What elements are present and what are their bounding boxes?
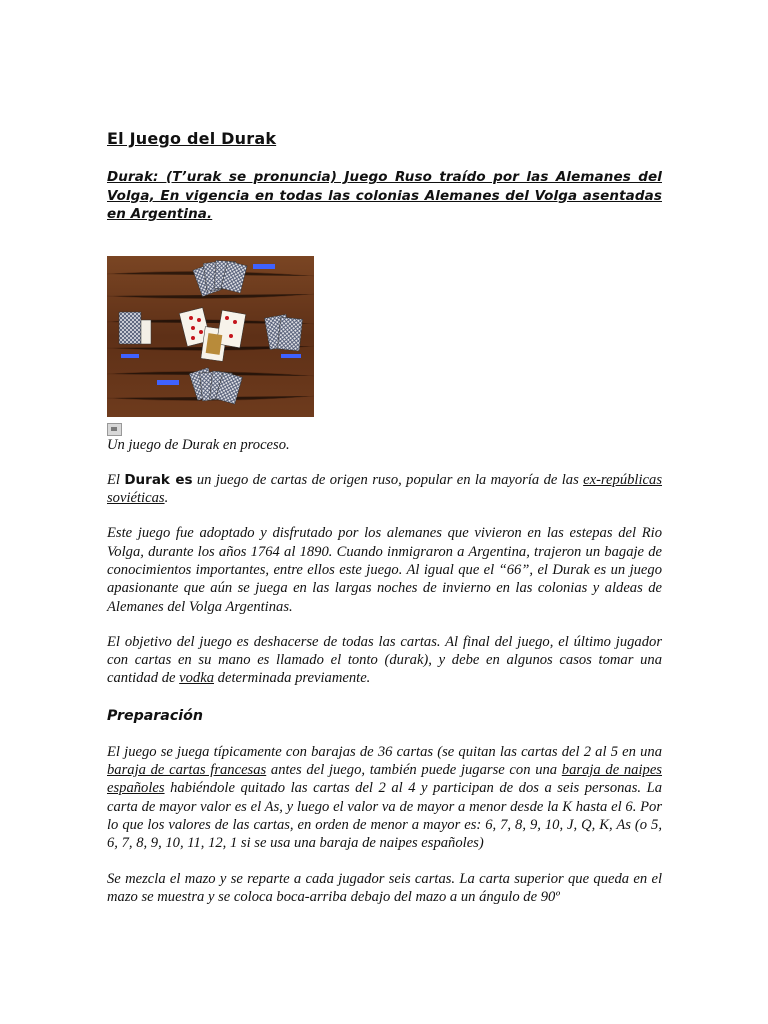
p4-text-a: El juego se juega típicamente con barajas de 36 cartas (se quitan las cartas del 2 al 5 en una xyxy=(107,743,662,760)
document-page xyxy=(107,128,662,906)
paragraph-objective xyxy=(107,633,662,688)
image-caption: Un juego de Durak en proceso. xyxy=(107,436,290,453)
french-deck-link[interactable]: baraja de cartas francesas xyxy=(107,762,267,779)
ex-republicas-link[interactable]: ex-repúblicas soviéticas xyxy=(107,471,662,507)
p1-text-post: . xyxy=(164,490,169,507)
p1-text-mid: un juego de cartas de origen ruso, popular en la mayoría de las xyxy=(192,471,584,488)
paragraph-intro xyxy=(107,471,662,508)
subtitle: Durak: (T’urak se pronuncia) Juego Ruso traído por las Alemanes del Volga, En vigencia en todas las colonias Alemanes del Volga asentadas en Argentina. xyxy=(107,169,662,222)
page-title: El Juego del Durak xyxy=(107,129,277,148)
spanish-deck-link[interactable]: baraja de naipes españoles xyxy=(107,762,662,797)
section-heading: Preparación xyxy=(107,707,204,724)
p3-text-post: determinada previamente. xyxy=(214,670,371,687)
vodka-link[interactable]: vodka xyxy=(179,670,215,687)
p1-bold: Durak es xyxy=(124,471,193,488)
paragraph-history: Este juego fue adoptado y disfrutado por los alemanes que vivieron en las estepas del Rio Volga, durante los años 1764 al 1890. Cuando inmigraron a Argentina, trajeron un bagaje de conocimientos importantes, entre ellos este juego. Al igual que el “66”, el Durak es un juego apasionante que aún se juega en las largas noches de invierno en las colonias y aldeas de Alemanes del Volga Argentinas. xyxy=(107,525,662,615)
p4-text-c: habiéndole quitado las cartas del 2 al 4 y participan de dos a seis personas. La carta de mayor valor es el As, y luego el valor va de mayor a menor desde la K hasta el 6. Por lo que los valores de las cartas, en orden de menor a mayor es: 6, 7, 8, 9, 10, J, Q, K, As (o 5, 6, 7, 8, 9, 10, 11, 12, 1 si se usa una baraja de naipes españoles) xyxy=(107,780,662,852)
paragraph-preparation xyxy=(107,743,662,853)
durak-game-photo xyxy=(107,256,314,417)
p4-text-b: antes del juego, también puede jugarse con una xyxy=(266,762,562,779)
p3-text-pre: El objetivo del juego es deshacerse de todas las cartas. Al final del juego, el último jugador con cartas en su mano es llamado el tonto (durak), y debe en algunos casos tomar una cantidad de xyxy=(107,633,662,687)
broken-image-icon xyxy=(107,423,122,436)
paragraph-dealing: Se mezcla el mazo y se reparte a cada jugador seis cartas. La carta superior que queda en el mazo se muestra y se coloca boca-arriba debajo del mazo a un ángulo de 90º xyxy=(107,870,662,905)
p1-text-pre: El xyxy=(107,471,125,488)
